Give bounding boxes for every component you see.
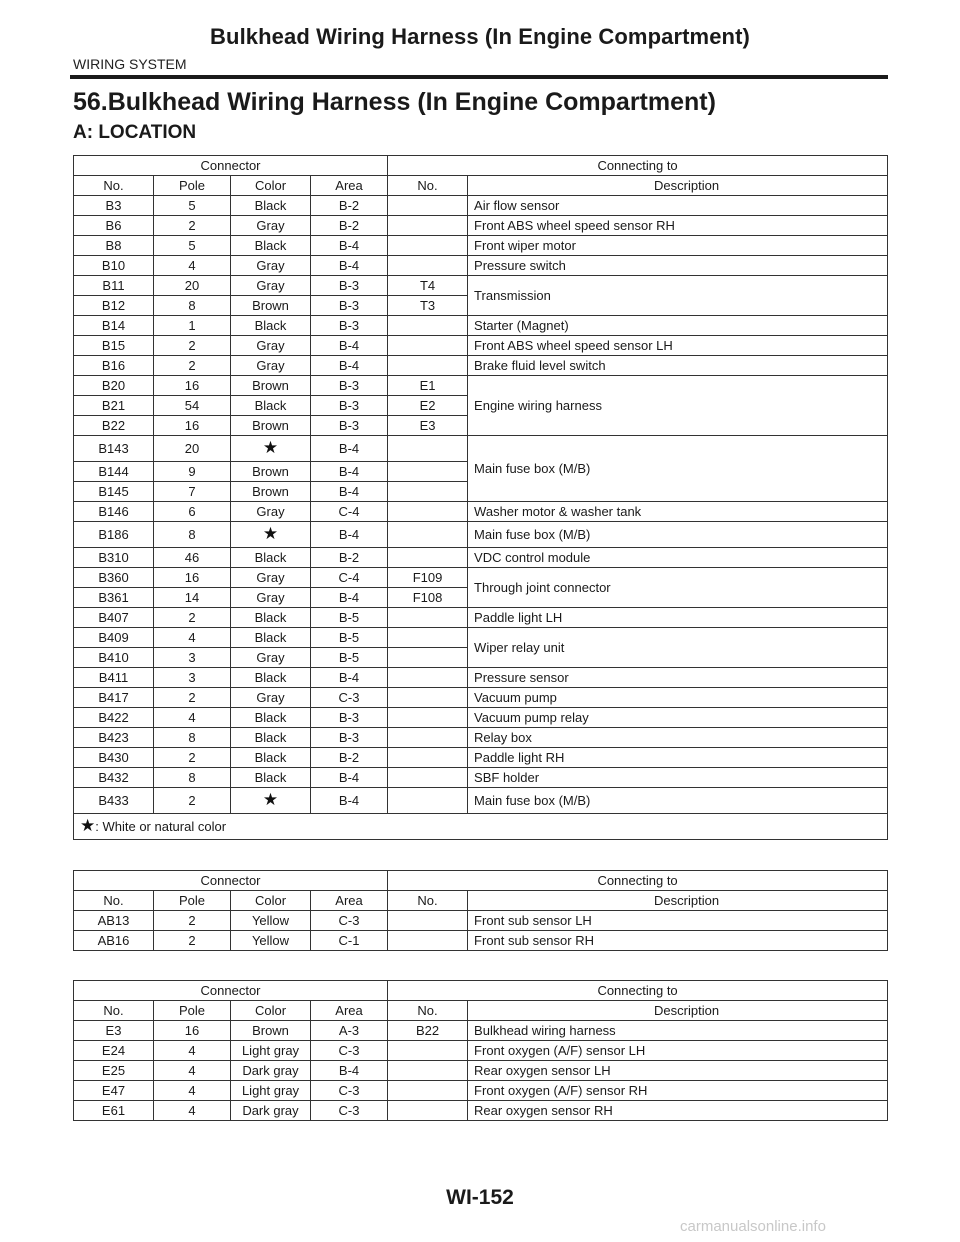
cell-color: Gray [231,688,311,708]
cell-color: Gray [231,336,311,356]
cell-description: Engine wiring harness [468,376,888,436]
table-row [74,788,888,814]
cell-no: B411 [74,668,154,688]
cell-to-no: E2 [388,396,468,416]
cell-no: B10 [74,256,154,276]
cell-to-no [388,728,468,748]
cell-color [231,436,311,462]
cell-to-no [388,236,468,256]
section-label: WIRING SYSTEM [73,56,187,72]
cell-no: B432 [74,768,154,788]
cell-description: Front oxygen (A/F) sensor RH [468,1081,888,1101]
connector-table-engine [73,980,888,1121]
cell-description: Front oxygen (A/F) sensor LH [468,1041,888,1061]
cell-pole: 8 [154,296,231,316]
cell-area: B-2 [311,216,388,236]
cell-color: Gray [231,648,311,668]
connector-group-header: Connector [74,981,388,1001]
cell-no: B417 [74,688,154,708]
cell-to-no: E1 [388,376,468,396]
col-header-description: Description [468,891,888,911]
cell-no: B12 [74,296,154,316]
cell-no: AB16 [74,931,154,951]
cell-no: B11 [74,276,154,296]
cell-area: C-4 [311,502,388,522]
cell-description: Pressure sensor [468,668,888,688]
cell-color: Light gray [231,1081,311,1101]
cell-to-no [388,522,468,548]
col-header-color: Color [231,1001,311,1021]
cell-description: Front ABS wheel speed sensor RH [468,216,888,236]
cell-description: Front sub sensor RH [468,931,888,951]
connector-table-airbag [73,870,888,951]
cell-no: B409 [74,628,154,648]
cell-area: B-4 [311,436,388,462]
table-row [74,1061,888,1081]
cell-color [231,522,311,548]
cell-area: C-1 [311,931,388,951]
cell-to-no [388,256,468,276]
cell-area: B-4 [311,336,388,356]
table-row [74,256,888,276]
cell-no: B145 [74,482,154,502]
cell-pole: 16 [154,1021,231,1041]
col-header-pole: Pole [154,891,231,911]
cell-color: Dark gray [231,1101,311,1121]
cell-no: B16 [74,356,154,376]
cell-description: Main fuse box (M/B) [468,788,888,814]
cell-no: E61 [74,1101,154,1121]
table-row [74,356,888,376]
cell-area: B-4 [311,1061,388,1081]
cell-area: B-3 [311,316,388,336]
cell-pole: 14 [154,588,231,608]
table-row [74,708,888,728]
cell-to-no [388,462,468,482]
cell-pole: 46 [154,548,231,568]
cell-pole: 2 [154,688,231,708]
cell-pole: 2 [154,216,231,236]
cell-pole: 3 [154,648,231,668]
cell-area: C-4 [311,568,388,588]
cell-area: B-4 [311,788,388,814]
cell-color: Brown [231,462,311,482]
cell-description: Rear oxygen sensor LH [468,1061,888,1081]
page-number: WI-152 [446,1186,514,1209]
col-header-no: No. [74,1001,154,1021]
cell-description: Starter (Magnet) [468,316,888,336]
watermark: carmanualsonline.info [680,1218,826,1235]
cell-to-no [388,336,468,356]
cell-to-no [388,356,468,376]
cell-area: B-4 [311,522,388,548]
cell-pole: 2 [154,356,231,376]
cell-to-no [388,1041,468,1061]
cell-no: E25 [74,1061,154,1081]
table-row [74,316,888,336]
cell-color: Black [231,668,311,688]
cell-pole: 4 [154,1041,231,1061]
cell-no: B21 [74,396,154,416]
cell-area: B-3 [311,708,388,728]
col-header-no: No. [74,176,154,196]
connector-table-bulkhead [73,155,888,840]
cell-to-no: T4 [388,276,468,296]
table-row [74,502,888,522]
cell-description: Vacuum pump relay [468,708,888,728]
cell-description: Relay box [468,728,888,748]
cell-pole: 8 [154,768,231,788]
cell-area: B-3 [311,376,388,396]
cell-no: B20 [74,376,154,396]
cell-color: Gray [231,568,311,588]
cell-no: B423 [74,728,154,748]
cell-no: B3 [74,196,154,216]
cell-description: Rear oxygen sensor RH [468,1101,888,1121]
table-group-header-row [74,981,888,1001]
cell-no: B15 [74,336,154,356]
cell-pole: 4 [154,708,231,728]
cell-to-no [388,1061,468,1081]
cell-description: VDC control module [468,548,888,568]
cell-color: Brown [231,416,311,436]
cell-area: B-4 [311,588,388,608]
table-row [74,688,888,708]
sub-title: A: LOCATION [73,122,197,143]
cell-description: Brake fluid level switch [468,356,888,376]
table-row [74,931,888,951]
cell-no: B143 [74,436,154,462]
cell-no: B6 [74,216,154,236]
table-row [74,336,888,356]
cell-area: B-4 [311,462,388,482]
cell-to-no [388,482,468,502]
connecting-to-group-header: Connecting to [388,871,888,891]
cell-pole: 16 [154,568,231,588]
cell-description: Bulkhead wiring harness [468,1021,888,1041]
cell-to-no [388,708,468,728]
connector-group-header: Connector [74,156,388,176]
star-icon: ★ [262,438,279,457]
cell-area: C-3 [311,911,388,931]
cell-to-no [388,788,468,814]
cell-description: Paddle light RH [468,748,888,768]
cell-area: B-5 [311,608,388,628]
cell-pole: 20 [154,436,231,462]
table-row [74,196,888,216]
connecting-to-group-header: Connecting to [388,156,888,176]
table-note-row [74,814,888,840]
cell-color: Black [231,608,311,628]
cell-no: B361 [74,588,154,608]
cell-color: Brown [231,482,311,502]
table-row [74,276,888,296]
cell-no: B430 [74,748,154,768]
cell-area: B-4 [311,482,388,502]
table-row [74,522,888,548]
cell-pole: 4 [154,628,231,648]
table-row [74,1081,888,1101]
cell-area: C-3 [311,1041,388,1061]
cell-to-no [388,628,468,648]
cell-area: C-3 [311,1081,388,1101]
cell-no: B144 [74,462,154,482]
cell-to-no: F109 [388,568,468,588]
cell-description: Vacuum pump [468,688,888,708]
col-header-pole: Pole [154,1001,231,1021]
cell-pole: 4 [154,1061,231,1081]
cell-area: B-3 [311,296,388,316]
cell-area: B-4 [311,256,388,276]
cell-area: B-4 [311,668,388,688]
cell-pole: 4 [154,256,231,276]
page-header-title: Bulkhead Wiring Harness (In Engine Compartment) [210,24,750,49]
cell-description: Main fuse box (M/B) [468,436,888,502]
star-icon: ★ [262,790,279,809]
cell-area: B-4 [311,768,388,788]
cell-pole: 7 [154,482,231,502]
cell-pole: 4 [154,1081,231,1101]
cell-to-no [388,1101,468,1121]
cell-color: Black [231,196,311,216]
table-group-header-row [74,871,888,891]
cell-to-no [388,608,468,628]
table-row [74,911,888,931]
cell-to-no: F108 [388,588,468,608]
cell-description: Air flow sensor [468,196,888,216]
cell-pole: 16 [154,376,231,396]
cell-pole: 5 [154,236,231,256]
cell-no: B146 [74,502,154,522]
cell-no: E24 [74,1041,154,1061]
cell-pole: 9 [154,462,231,482]
col-header-color: Color [231,891,311,911]
col-header-area: Area [311,891,388,911]
connector-group-header: Connector [74,871,388,891]
cell-to-no: B22 [388,1021,468,1041]
cell-color: Black [231,236,311,256]
cell-area: B-3 [311,728,388,748]
cell-color: Gray [231,588,311,608]
table-group-header-row [74,156,888,176]
cell-description: Front ABS wheel speed sensor LH [468,336,888,356]
cell-no: B433 [74,788,154,814]
cell-to-no [388,316,468,336]
cell-color: Gray [231,256,311,276]
cell-area: B-2 [311,748,388,768]
cell-color: Gray [231,502,311,522]
cell-color: Black [231,768,311,788]
cell-area: A-3 [311,1021,388,1041]
cell-area: B-5 [311,648,388,668]
cell-pole: 8 [154,522,231,548]
cell-pole: 2 [154,748,231,768]
cell-pole: 5 [154,196,231,216]
col-header-area: Area [311,1001,388,1021]
cell-no: B310 [74,548,154,568]
cell-no: E47 [74,1081,154,1101]
cell-description: Front wiper motor [468,236,888,256]
cell-to-no: E3 [388,416,468,436]
cell-color: Gray [231,276,311,296]
cell-pole: 2 [154,336,231,356]
cell-color: Brown [231,376,311,396]
cell-no: B360 [74,568,154,588]
cell-description: SBF holder [468,768,888,788]
cell-description: Paddle light LH [468,608,888,628]
cell-description: Main fuse box (M/B) [468,522,888,548]
table-column-header-row [74,891,888,911]
cell-to-no [388,1081,468,1101]
cell-pole: 16 [154,416,231,436]
cell-pole: 4 [154,1101,231,1121]
table-row [74,548,888,568]
cell-no: AB13 [74,911,154,931]
cell-area: B-3 [311,396,388,416]
cell-to-no [388,548,468,568]
col-header-color: Color [231,176,311,196]
table-row [74,1021,888,1041]
cell-color: Black [231,728,311,748]
cell-to-no [388,688,468,708]
cell-to-no [388,648,468,668]
table-row [74,216,888,236]
table-row [74,748,888,768]
cell-description: Transmission [468,276,888,316]
cell-no: B186 [74,522,154,548]
cell-to-no: T3 [388,296,468,316]
cell-color: Dark gray [231,1061,311,1081]
col-header-pole: Pole [154,176,231,196]
col-header-to-no: No. [388,176,468,196]
cell-color: Black [231,548,311,568]
cell-color: Light gray [231,1041,311,1061]
cell-no: B14 [74,316,154,336]
cell-area: B-4 [311,236,388,256]
cell-description: Through joint connector [468,568,888,608]
cell-area: B-2 [311,548,388,568]
cell-pole: 20 [154,276,231,296]
star-icon: ★ [262,524,279,543]
main-title: 56.Bulkhead Wiring Harness (In Engine Compartment) [73,88,716,116]
cell-color: Black [231,628,311,648]
cell-description: Front sub sensor LH [468,911,888,931]
cell-color: Black [231,316,311,336]
cell-color: Brown [231,296,311,316]
cell-to-no [388,668,468,688]
cell-no: B407 [74,608,154,628]
col-header-description: Description [468,1001,888,1021]
cell-to-no [388,196,468,216]
cell-color: Black [231,708,311,728]
color-note [74,814,888,840]
table-row [74,568,888,588]
table-row [74,376,888,396]
header-divider [70,75,888,79]
cell-color: Black [231,396,311,416]
cell-description: Washer motor & washer tank [468,502,888,522]
cell-pole: 1 [154,316,231,336]
cell-pole: 6 [154,502,231,522]
table-row [74,608,888,628]
star-icon: ★ [80,816,96,835]
cell-pole: 8 [154,728,231,748]
table-row [74,628,888,648]
table-column-header-row [74,176,888,196]
cell-color: Yellow [231,931,311,951]
cell-to-no [388,502,468,522]
connecting-to-group-header: Connecting to [388,981,888,1001]
cell-color: Gray [231,356,311,376]
cell-no: B410 [74,648,154,668]
col-header-to-no: No. [388,891,468,911]
cell-no: E3 [74,1021,154,1041]
cell-description: Wiper relay unit [468,628,888,668]
col-header-no: No. [74,891,154,911]
cell-area: C-3 [311,688,388,708]
table-row [74,668,888,688]
cell-color: Brown [231,1021,311,1041]
cell-color: Yellow [231,911,311,931]
cell-color: Black [231,748,311,768]
cell-area: B-4 [311,356,388,376]
cell-area: B-5 [311,628,388,648]
cell-to-no [388,748,468,768]
table-row [74,768,888,788]
table-row [74,1041,888,1061]
table-row [74,1101,888,1121]
col-header-description: Description [468,176,888,196]
cell-pole: 2 [154,788,231,814]
cell-no: B422 [74,708,154,728]
cell-to-no [388,436,468,462]
cell-color: Gray [231,216,311,236]
cell-no: B8 [74,236,154,256]
table-column-header-row [74,1001,888,1021]
cell-to-no [388,768,468,788]
cell-area: B-3 [311,276,388,296]
col-header-area: Area [311,176,388,196]
cell-description: Pressure switch [468,256,888,276]
table-row [74,728,888,748]
cell-area: B-2 [311,196,388,216]
cell-pole: 2 [154,931,231,951]
col-header-to-no: No. [388,1001,468,1021]
cell-to-no [388,911,468,931]
table-row [74,436,888,462]
cell-no: B22 [74,416,154,436]
color-note-text: : White or natural color [95,819,227,834]
cell-pole: 2 [154,911,231,931]
cell-area: B-3 [311,416,388,436]
cell-color [231,788,311,814]
cell-to-no [388,216,468,236]
cell-pole: 54 [154,396,231,416]
cell-pole: 3 [154,668,231,688]
cell-to-no [388,931,468,951]
table-row [74,236,888,256]
cell-pole: 2 [154,608,231,628]
cell-area: C-3 [311,1101,388,1121]
